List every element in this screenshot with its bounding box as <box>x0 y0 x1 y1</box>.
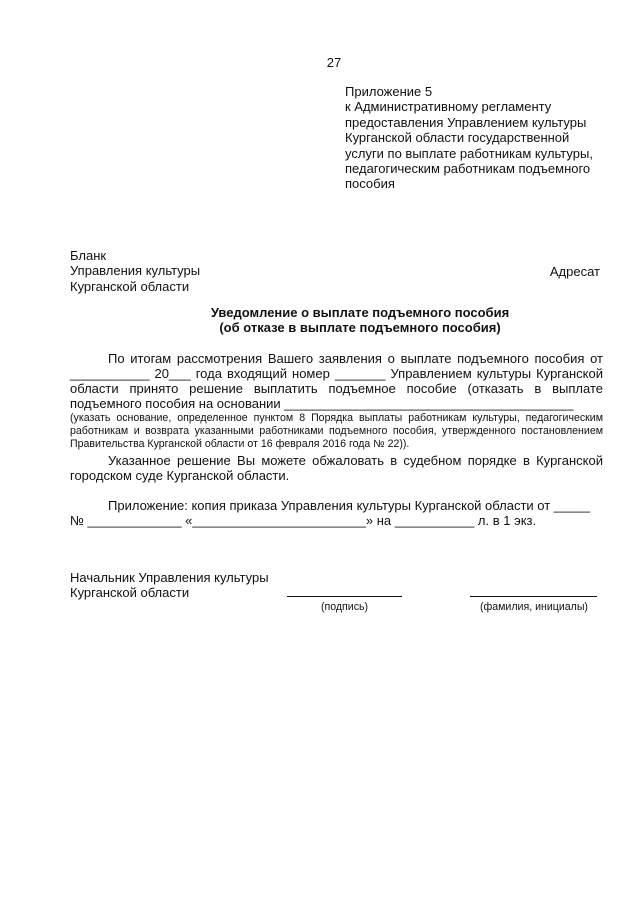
paragraph2-line: городском суде Курганской области. <box>70 468 290 483</box>
paragraph2-line: Указанное решение Вы можете обжаловать в судебном порядке в Курганской <box>108 453 603 468</box>
sender-line: Курганской области <box>70 278 190 294</box>
appendix-line: к Административному регламенту <box>345 99 552 115</box>
attachment-line: Приложение: копия приказа Управления культуры Курганской области от _____ <box>108 498 590 513</box>
appendix-line: пособия <box>345 176 395 192</box>
sender-line: Бланк <box>70 248 107 263</box>
signatory-region: Курганской области <box>70 585 190 600</box>
appendix-header <box>345 84 593 192</box>
notice-title <box>0 305 640 336</box>
signature-caption: (подпись) <box>320 601 369 613</box>
appendix-line: педагогическим работникам подъемного <box>345 160 591 176</box>
footnote-line: Правительства Курганской области от 16 февраля 2016 года № 22)). <box>70 438 410 450</box>
name-caption: (фамилия, инициалы) <box>480 601 588 613</box>
name-line <box>470 596 597 597</box>
addressee-label: Адресат <box>549 264 600 279</box>
appendix-line: Приложение 5 <box>345 84 433 99</box>
paragraph1-line: области принято решение выплатить подъемное пособие (отказать в выплате <box>70 381 603 396</box>
footnote-line: (указать основание, определенное пунктом 8 Порядка выплаты работникам культуры, педагогическим <box>70 412 603 424</box>
appendix-line: предоставления Управлением культуры <box>345 114 587 130</box>
title-line: (об отказе в выплате подъемного пособия) <box>219 320 501 336</box>
page-number: 27 <box>326 55 342 70</box>
appendix-line: услуги по выплате работникам культуры, <box>345 145 593 161</box>
sender-line: Управления культуры <box>70 263 201 279</box>
attachment-line: № _____________ «________________________» на ___________ л. в 1 экз. <box>70 513 537 528</box>
appendix-line: Курганской области государственной <box>345 130 570 146</box>
title-line: Уведомление о выплате подъемного пособия <box>210 305 510 320</box>
signature-line <box>287 596 402 597</box>
paragraph1-line: подъемного пособия на основании ________________________________________ <box>70 396 574 411</box>
signatory-title: Начальник Управления культуры <box>70 570 269 585</box>
footnote-line: работникам и возврата указанными работниками подъемного пособия, утвержденного постановлением <box>70 425 603 437</box>
paragraph1-line: ___________ 20___ года входящий номер _______ Управлением культуры Курганской <box>70 366 603 381</box>
sender-block <box>70 248 200 294</box>
paragraph1-line: По итогам рассмотрения Вашего заявления о выплате подъемного пособия от <box>108 351 603 366</box>
